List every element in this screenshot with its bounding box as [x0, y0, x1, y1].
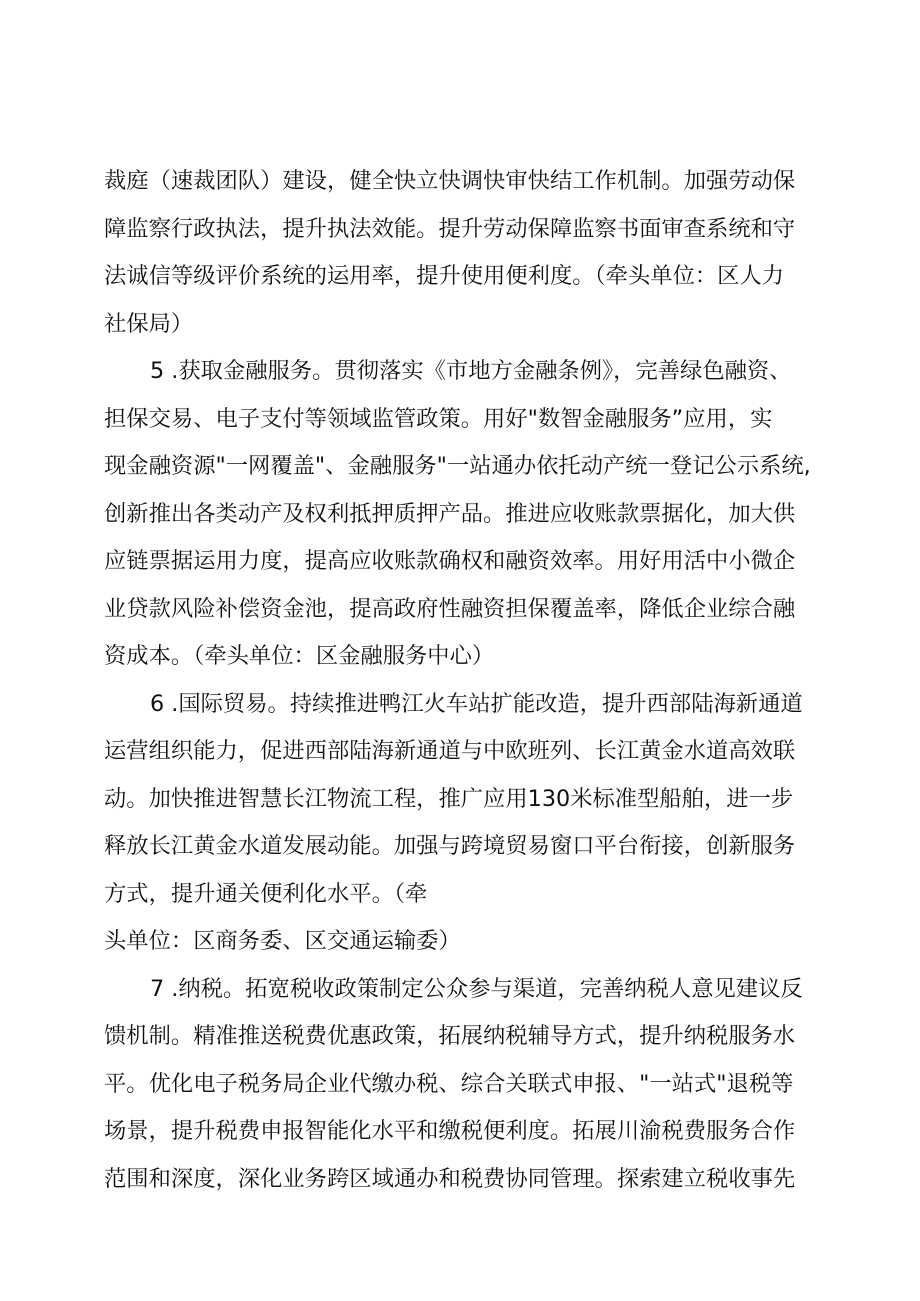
paragraph-tax-payment [104, 966, 820, 1204]
text-line: 7 .纳税。拓宽税收政策制定公众参与渠道，完善纳税人意见建议反 [150, 975, 803, 1002]
text-line: 应链票据运用力度，提高应收账款确权和融资效率。用好用活中小微企 [104, 548, 796, 574]
text-line: 社保局） [104, 310, 194, 337]
text-line: 资成本。（牵头单位：区金融服务中心） [104, 643, 495, 669]
text-line: 担保交易、电子支付等领域监管政策。用好"数智金融服务”应用，实 [104, 405, 773, 432]
document-body [104, 158, 820, 1203]
text-line: 裁庭（速裁团队）建设，健全快立快调快审快结工作机制。加强劳动保 [104, 168, 796, 194]
text-line: 释放长江黄金水道发展动能。加强与跨境贸易窗口平台衔接，创新服务 [104, 833, 796, 859]
text-line: 业贷款风险补偿资金池，提高政府性融资担保覆盖率，降低企业综合融 [104, 595, 796, 622]
paragraph-labor-supervision [104, 158, 820, 348]
text-line: 平。优化电子税务局企业代缴办税、综合关联式申报、"一站式"退税等 [104, 1070, 794, 1097]
text-line: 馈机制。精准推送税费优惠政策，拓展纳税辅导方式，提升纳税服务水 [104, 1023, 796, 1049]
text-line: 动。加快推进智慧长江物流工程，推广应用130米标准型船舶，进一步 [104, 785, 794, 812]
text-line: 运营组织能力，促进西部陆海新通道与中欧班列、长江黄金水道高效联 [104, 738, 796, 764]
paragraph-international-trade [104, 681, 820, 966]
text-line: 6 .国际贸易。持续推进鸭江火车站扩能改造，提升西部陆海新通道 [150, 690, 803, 717]
text-line: 现金融资源"一网覆盖"、金融服务"一站通办依托动产统一登记公示系统, [104, 453, 811, 479]
text-line: 头单位：区商务委、区交通运输委） [104, 928, 461, 954]
paragraph-financial-services [104, 348, 820, 681]
text-line: 障监察行政执法，提升执法效能。提升劳动保障监察书面审查系统和守 [104, 215, 796, 242]
text-line: 方式，提升通关便利化水平。（牵 [104, 880, 428, 907]
text-line: 创新推出各类动产及权利抵押质押产品。推进应收账款票据化，加大供 [104, 500, 796, 527]
text-line: 范围和深度，深化业务跨区域通办和税费协同管理。探索建立税收事先 [104, 1165, 796, 1192]
text-line: 5 .获取金融服务。贯彻落实《市地方金融条例》，完善绿色融资、 [150, 358, 792, 384]
text-line: 场景，提升税费申报智能化水平和缴税便利度。拓展川渝税费服务合作 [104, 1118, 796, 1144]
text-line: 法诚信等级评价系统的运用率，提升使用便利度。（牵头单位：区人力 [104, 263, 785, 289]
